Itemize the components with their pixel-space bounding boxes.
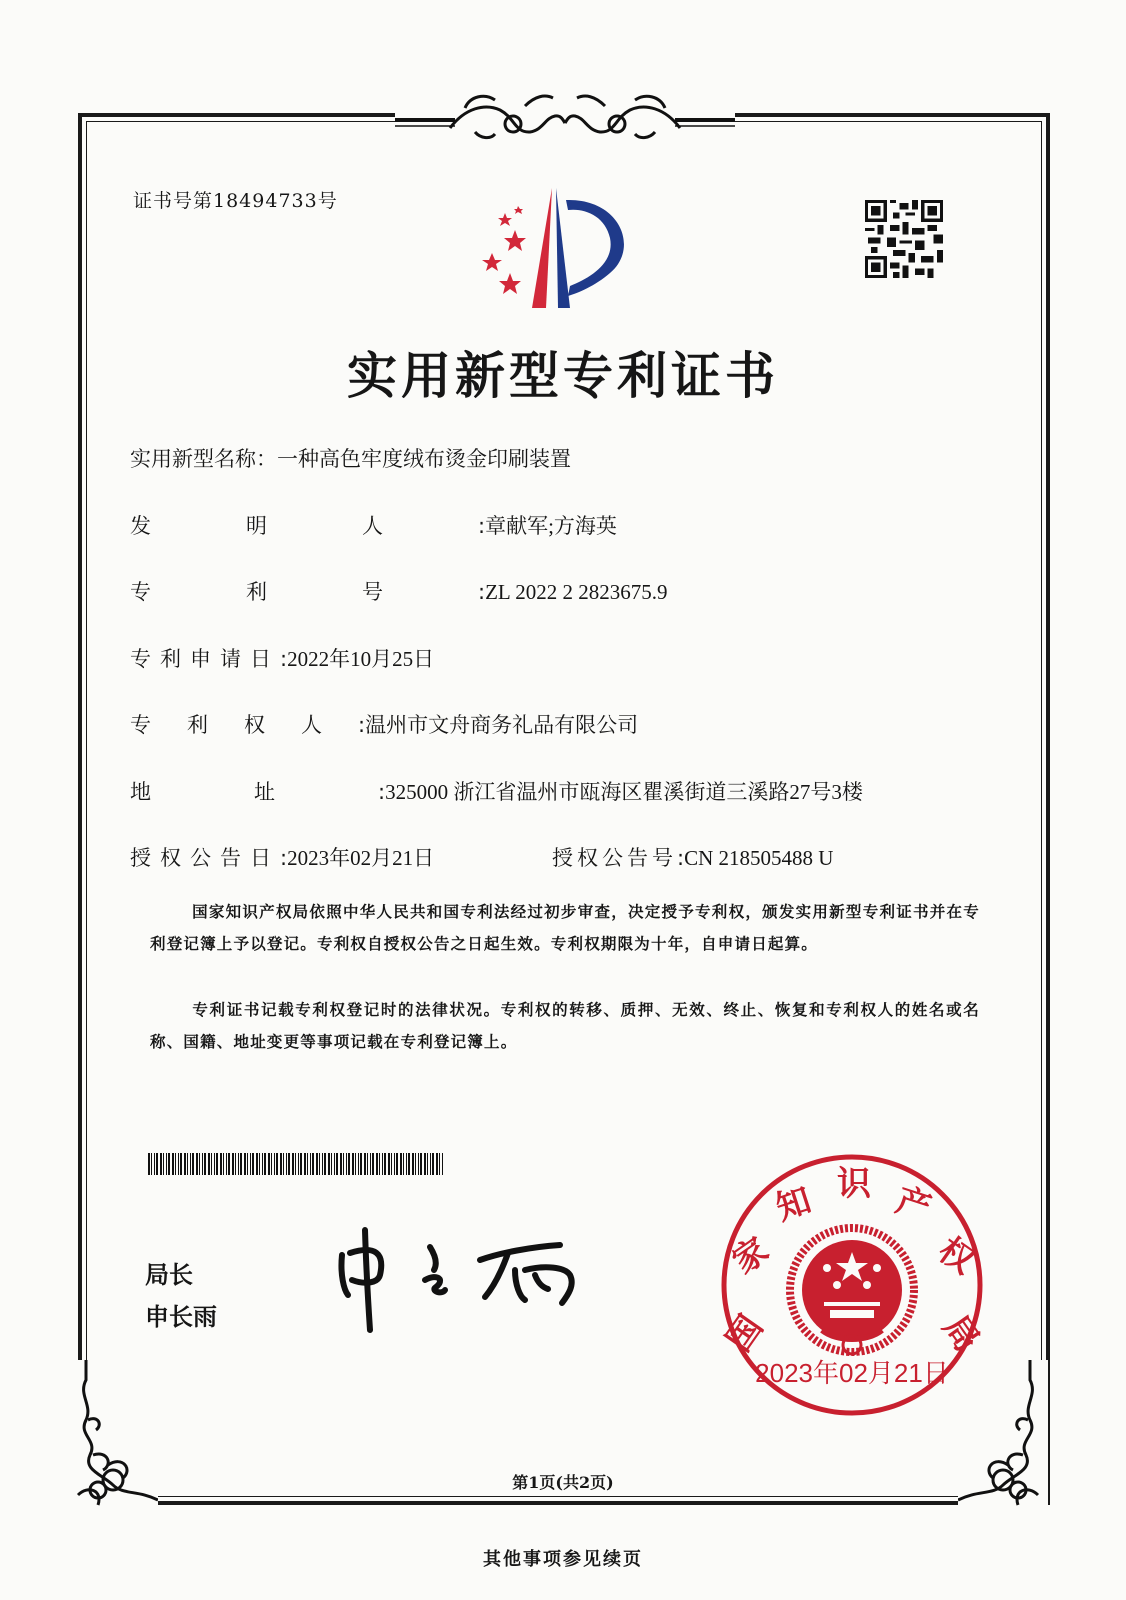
field-grant-number: 授权公告号:CN 218505488 U	[552, 842, 833, 872]
field-grant-date: 授权公告日:2023年02月21日	[130, 842, 434, 872]
svg-text:知: 知	[771, 1180, 816, 1229]
field-value: 325000 浙江省温州市瓯海区瞿溪街道三溪路27号3楼	[385, 780, 863, 804]
field-label: 授权公告号	[552, 846, 677, 870]
legal-status-paragraph: 专利证书记载专利权登记时的法律状况。专利权的转移、质押、无效、终止、恢复和专利权人的姓名或名称、国籍、地址变更等事项记载在专利登记簿上。	[150, 1000, 980, 1051]
field-filing-date: 专利申请日:2022年10月25日	[130, 643, 434, 673]
svg-text:局: 局	[934, 1308, 988, 1360]
svg-text:国: 国	[718, 1308, 772, 1360]
barcode-icon	[148, 1153, 443, 1175]
field-label: 发明人	[130, 514, 478, 538]
field-label: 专利申请日	[130, 647, 280, 671]
field-label: 授权公告日	[130, 846, 280, 870]
field-value: 2023年02月21日	[287, 846, 435, 870]
certificate-title: 实用新型专利证书	[347, 347, 779, 405]
field-value: ZL 2022 2 2823675.9	[485, 580, 668, 604]
field-value: 章献军;方海英	[485, 514, 617, 538]
handwritten-signature-icon	[330, 1225, 590, 1335]
field-patentee: 专利权人:温州市文舟商务礼品有限公司	[130, 709, 638, 739]
field-value: CN 218505488 U	[684, 846, 834, 870]
grant-statement-paragraph: 国家知识产权局依照中华人民共和国专利法经过初步审查，决定授予专利权，颁发实用新型专利证书并在专利登记簿上予以登记。专利权自授权公告之日起生效。专利权期限为十年，自申请日起算。	[150, 902, 980, 953]
national-emblem-icon	[790, 1228, 914, 1354]
svg-text:识: 识	[837, 1164, 871, 1204]
field-label: 地址	[130, 780, 378, 804]
footer-note: 其他事项参见续页	[483, 1549, 643, 1570]
field-inventor: 发明人:章献军;方海英	[130, 510, 617, 540]
field-label: 专利权人	[130, 713, 358, 737]
field-label: 专利号	[130, 580, 478, 604]
svg-text:家: 家	[725, 1229, 777, 1283]
qr-code-icon	[865, 200, 943, 278]
field-value: 温州市文舟商务礼品有限公司	[365, 713, 639, 737]
director-title: 局长	[145, 1261, 193, 1289]
field-address: 地址:325000 浙江省温州市瓯海区瞿溪街道三溪路27号3楼	[130, 776, 863, 806]
field-utility-model-name: 实用新型名称：一种高色牢度绒布烫金印刷装置	[130, 443, 571, 473]
certificate-number: 证书号第18494733号	[133, 190, 338, 212]
field-patent-number: 专利号:ZL 2022 2 2823675.9	[130, 576, 667, 606]
svg-text:产: 产	[891, 1180, 936, 1229]
official-seal	[712, 1150, 992, 1420]
cnipa-logo-icon	[470, 188, 630, 313]
page-indicator: 第1页(共2页)	[512, 1473, 614, 1492]
svg-text:2023年02月21日: 2023年02月21日	[755, 1358, 949, 1388]
director-name: 申长雨	[145, 1303, 217, 1331]
dragon-ornament-icon	[395, 88, 735, 144]
field-value: 2022年10月25日	[287, 647, 435, 671]
svg-text:权: 权	[930, 1229, 982, 1283]
field-label: 实用新型名称	[130, 447, 256, 471]
field-value: 一种高色牢度绒布烫金印刷装置	[277, 447, 571, 471]
